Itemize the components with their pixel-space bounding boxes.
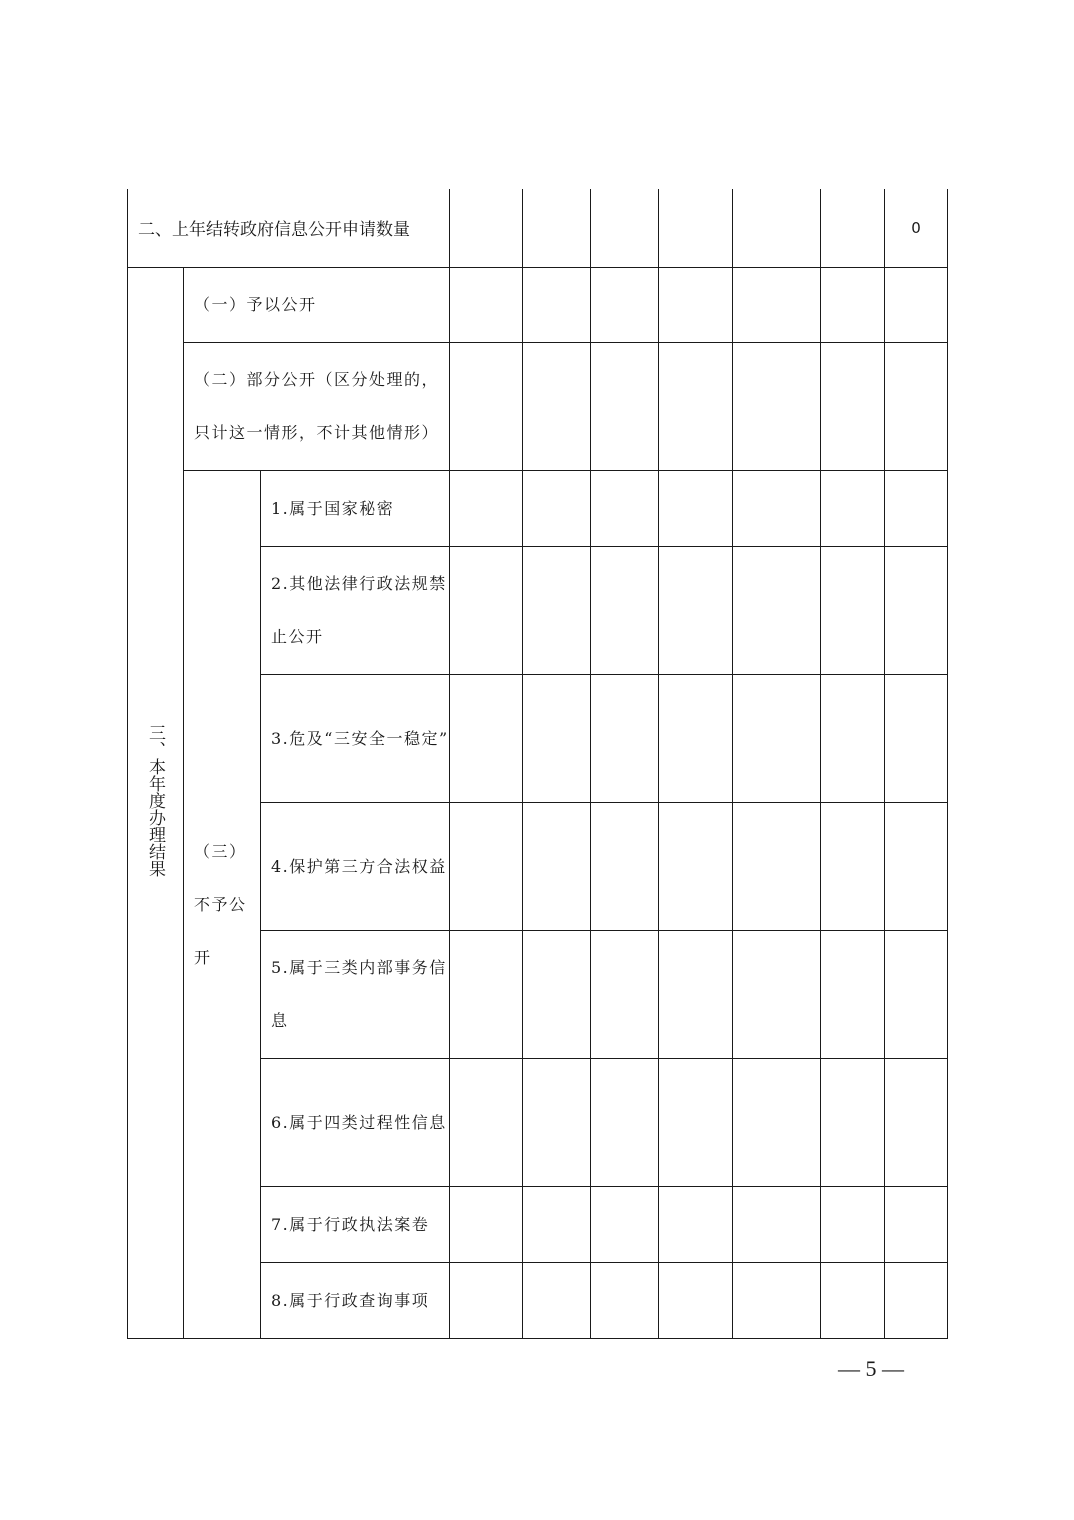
value-cell [523,1058,591,1186]
value-cell [450,546,523,674]
value-cell [523,674,591,802]
item-label: 6.属于四类过程性信息 [261,1058,450,1186]
value-cell [885,470,948,546]
value-cell [523,1262,591,1338]
value-cell [591,802,659,930]
item-label: 8.属于行政查询事项 [261,1262,450,1338]
value-cell [591,930,659,1058]
item-label: 1.属于国家秘密 [261,470,450,546]
value-cell [450,802,523,930]
value-cell [659,1262,733,1338]
value-cell [885,267,948,342]
item-label: 4.保护第三方合法权益 [261,802,450,930]
value-cell [733,189,821,267]
value-cell [821,267,885,342]
value-cell [821,342,885,470]
value-cell [591,189,659,267]
value-cell [659,1186,733,1262]
disclose-row [128,267,948,342]
nondisclose-group-label [184,470,261,1338]
value-cell [450,1186,523,1262]
value-cell [885,1262,948,1338]
value-cell [523,470,591,546]
page-number: — 5 — [838,1356,904,1381]
value-cell [733,470,821,546]
value-cell [591,546,659,674]
partial-label: （二）部分公开（区分处理的，只计这一情形，不计其他情形） [184,342,450,470]
value-cell [591,342,659,470]
value-cell [885,1186,948,1262]
nondisclose-label-line1: （三） [194,841,247,861]
value-cell [523,546,591,674]
value-cell [450,267,523,342]
item-row [128,470,948,546]
value-cell [450,674,523,802]
value-cell [821,674,885,802]
value-cell [885,802,948,930]
value-cell: 0 [885,189,948,267]
value-cell [821,802,885,930]
carryover-label: 二、上年结转政府信息公开申请数量 [128,189,450,267]
value-cell [885,1058,948,1186]
value-cell [733,1186,821,1262]
value-cell [733,267,821,342]
value-cell [885,546,948,674]
value-cell [659,342,733,470]
value-cell [450,1058,523,1186]
value-cell [821,470,885,546]
value-cell [821,930,885,1058]
value-cell [591,1186,659,1262]
value-cell [523,342,591,470]
value-cell [659,267,733,342]
value-cell [821,1058,885,1186]
value-cell [733,674,821,802]
value-cell [523,267,591,342]
item-label: 3.危及“三安全一稳定” [261,674,450,802]
value-cell [659,930,733,1058]
value-cell [885,342,948,470]
nondisclose-label-line2: 不予公开 [194,894,247,967]
disclosure-table [127,189,948,1339]
value-cell [659,674,733,802]
value-cell [591,674,659,802]
value-cell [523,189,591,267]
value-cell [523,930,591,1058]
item-label: 2.其他法律行政法规禁止公开 [261,546,450,674]
value-cell [885,674,948,802]
value-cell [450,342,523,470]
value-cell [659,189,733,267]
value-cell [450,470,523,546]
section3-label-cell [128,267,184,1338]
value-cell [591,1058,659,1186]
value-cell [450,189,523,267]
section3-label: 三、本年度办理结果 [145,724,165,877]
item-label: 7.属于行政执法案卷 [261,1186,450,1262]
value-cell [591,267,659,342]
value-cell [733,342,821,470]
value-cell [733,930,821,1058]
disclose-label: （一）予以公开 [184,267,450,342]
carryover-row [128,189,948,267]
value-cell [450,930,523,1058]
value-cell [659,546,733,674]
value-cell [450,1262,523,1338]
value-cell [659,1058,733,1186]
value-cell [733,1262,821,1338]
value-cell [821,189,885,267]
value-cell [591,470,659,546]
value-cell [821,1186,885,1262]
value-cell [733,546,821,674]
value-cell [523,802,591,930]
value-cell [885,930,948,1058]
value-cell [821,1262,885,1338]
value-cell [733,802,821,930]
item-label: 5.属于三类内部事务信息 [261,930,450,1058]
partial-row [128,342,948,470]
value-cell [523,1186,591,1262]
value-cell [659,470,733,546]
value-cell [733,1058,821,1186]
value-cell [591,1262,659,1338]
value-cell [659,802,733,930]
value-cell [821,546,885,674]
